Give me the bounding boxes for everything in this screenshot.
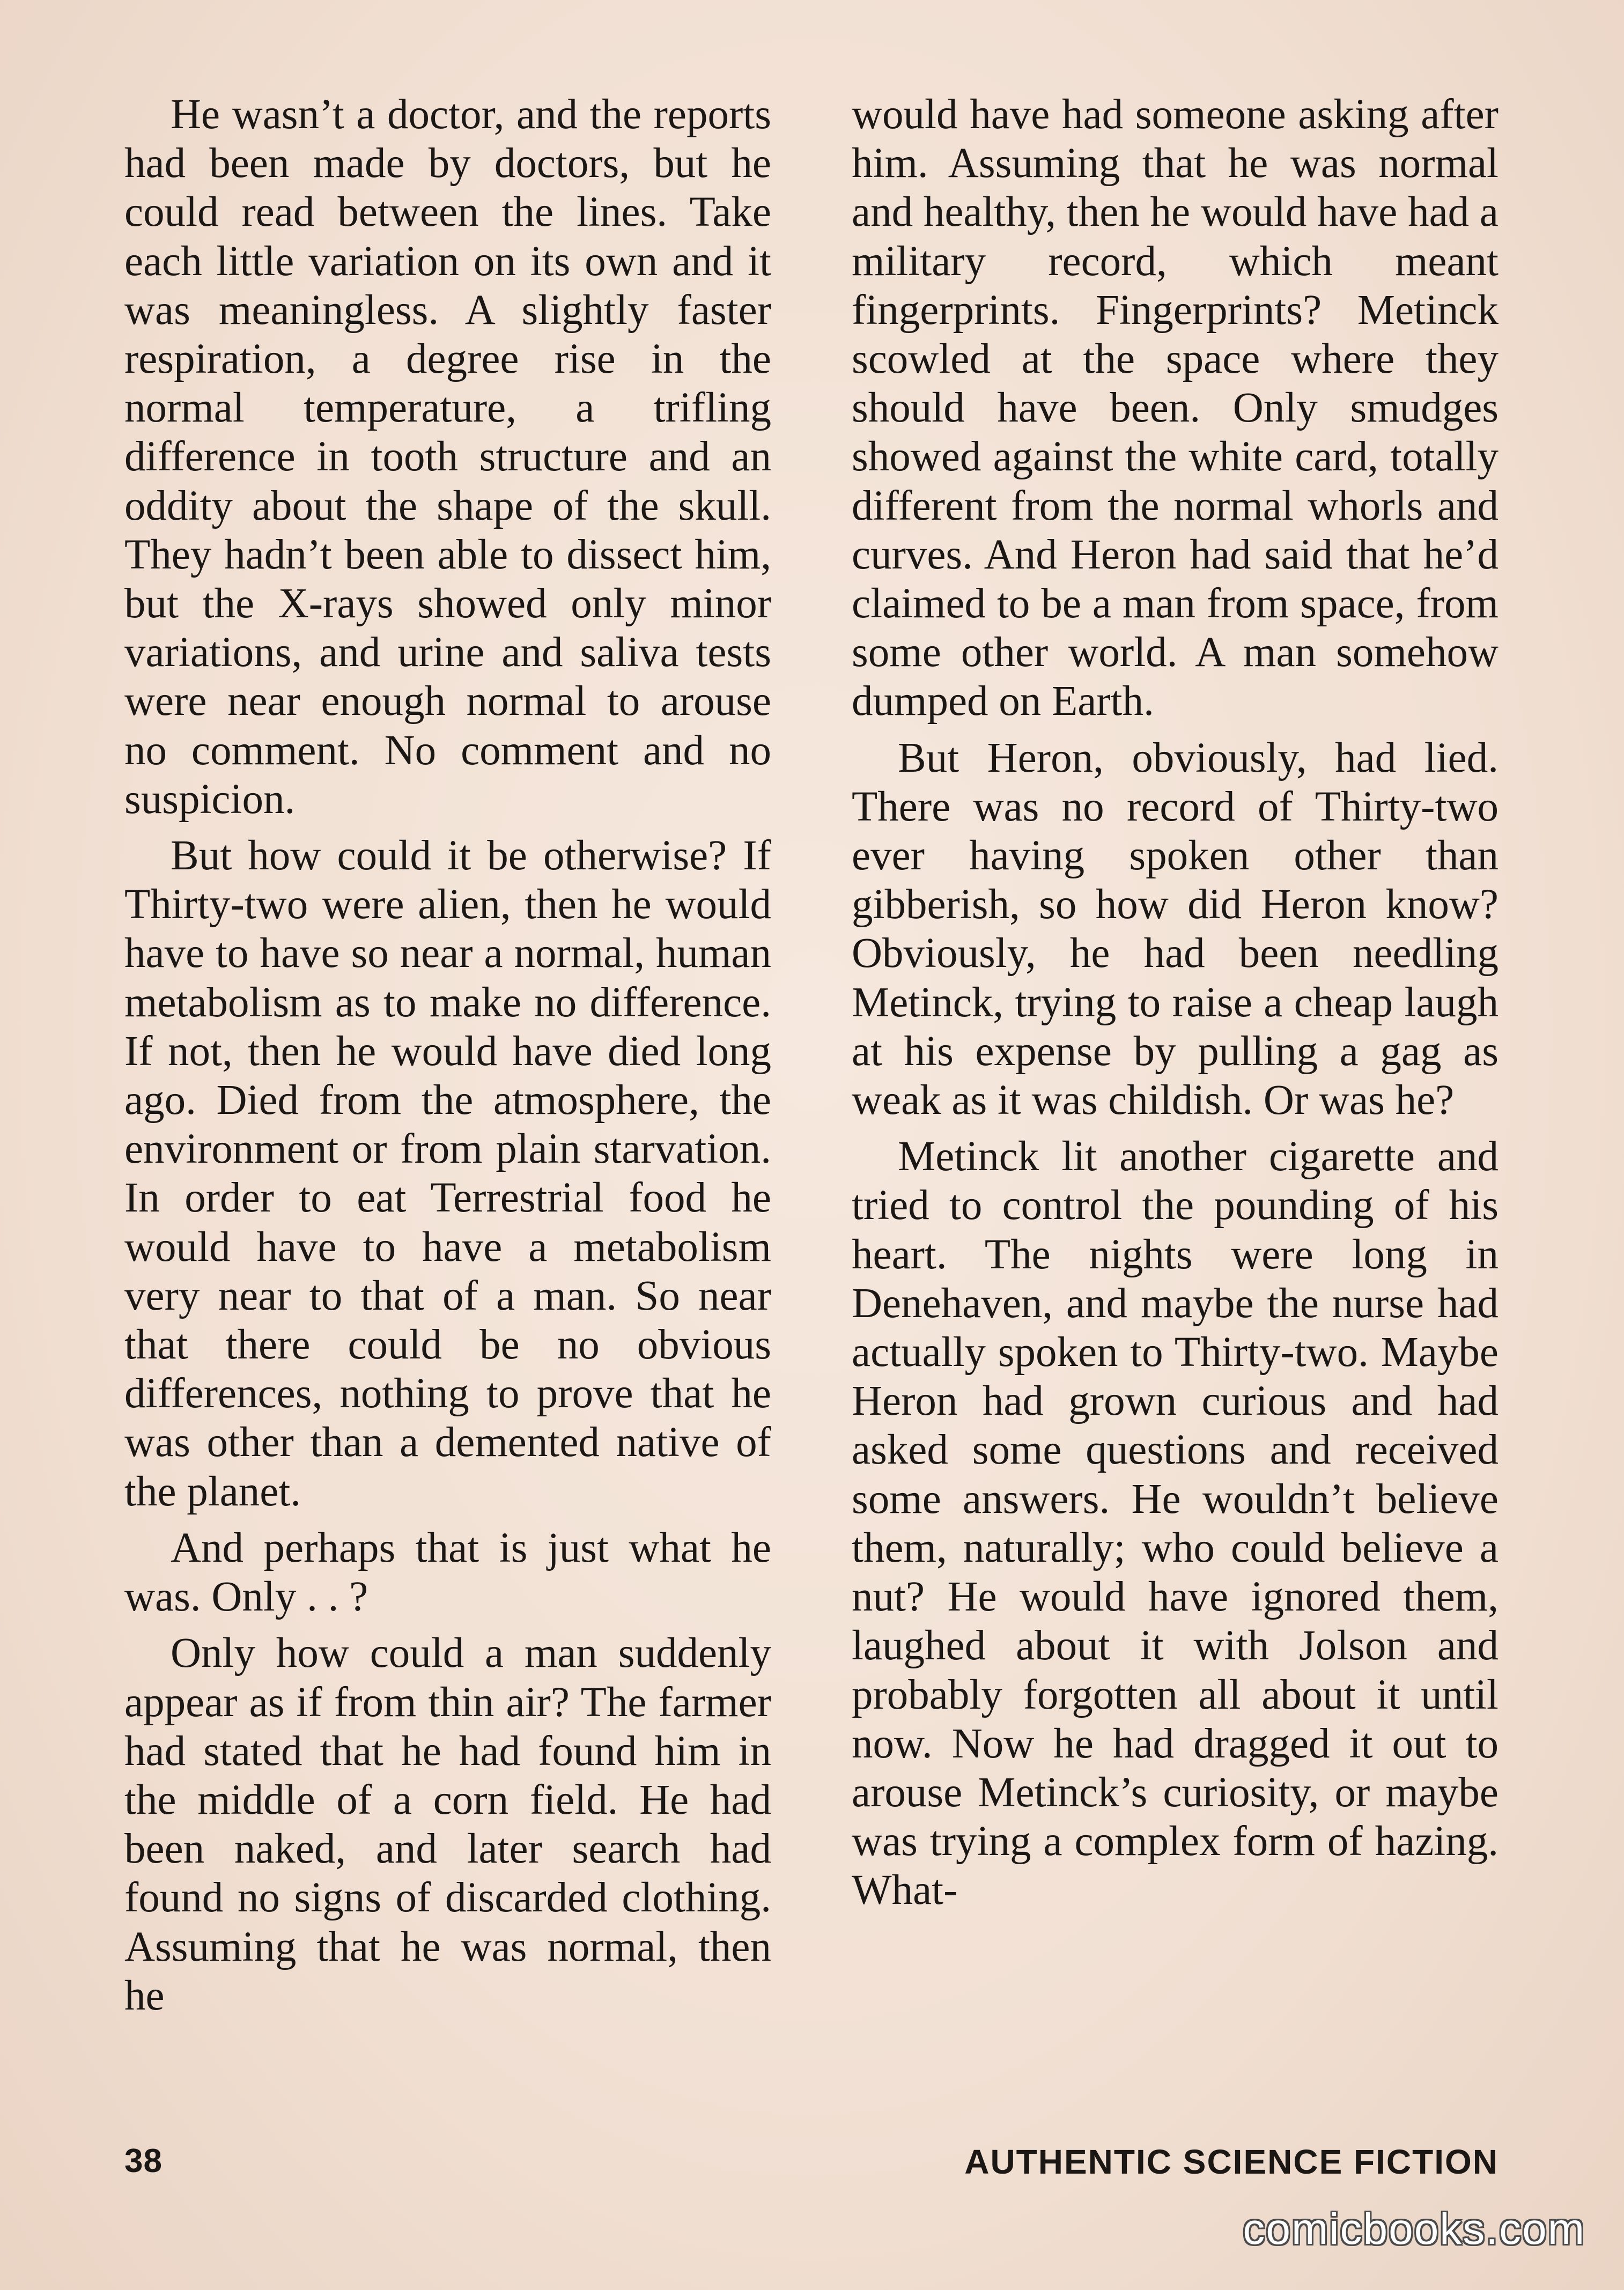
paragraph: Only how could a man suddenly appear as if from thin air? The farmer had stated that he had found him in the middle of a corn field. He had been naked, and later search had found no signs of discarded clothing. Assuming that he was normal, then he — [124, 1630, 771, 2019]
right-text-column — [852, 90, 1498, 1923]
paragraph-continued: would have had someone asking after him. Assuming that he was normal and healthy, then he would have had a military record, which meant fingerprints. Fingerprints? Metinck scowled at the space where they should have been. Only smudges showed against the white card, totally different from the normal whorls and curves. And Heron had said that he’d claimed to be a man from space, from some other world. A man somehow dumped on Earth. — [852, 91, 1498, 725]
magazine-title: AUTHENTIC SCIENCE FICTION — [964, 2143, 1498, 2181]
paragraph: And perhaps that is just what he was. Only . . ? — [124, 1524, 771, 1621]
paragraph: But Heron, obviously, had lied. There was no record of Thirty-two ever having spoken other than gibberish, so how did Heron know? Obviously, he had been needling Metinck, trying to raise a cheap laugh at his expense by pulling a gag as weak as it was childish. Or was he? — [852, 734, 1498, 1124]
paragraph: He wasn’t a doctor, and the reports had been made by doctors, but he could read between the lines. Take each little variation on its own and it was meaningless. A slightly faster respiration, a degree rise in the normal temperature, a trifling difference in tooth structure and an oddity about the shape of the skull. They hadn’t been able to dissect him, but the X-rays showed only minor variations, and urine and saliva tests were near enough normal to arouse no comment. No comment and no suspicion. — [124, 91, 771, 823]
left-text-column — [124, 90, 771, 2028]
page-number: 38 — [124, 2143, 163, 2180]
paragraph: But how could it be otherwise? If Thirty-two were alien, then he would have to have so near a normal, human metabolism as to make no difference. If not, then he would have died long ago. Died from the atmosphere, the environment or from plain starvation. In order to eat Terrestrial food he would have to have a metabolism very near to that of a man. So near that there could be no obvious differences, nothing to prove that he was other than a demented native of the planet. — [124, 832, 771, 1515]
paragraph: Metinck lit another cigarette and tried to control the pounding of his heart. The nights were long in Denehaven, and maybe the nurse had actually spoken to Thirty-two. Maybe Heron had grown curious and had asked some questions and received some answers. He wouldn’t believe them, naturally; who could believe a nut? He would have ignored them, laughed about it with Jolson and probably forgotten all about it until now. Now he had dragged it out to arouse Metinck’s curiosity, or maybe was trying a complex form of hazing. What- — [852, 1133, 1498, 1914]
watermark: comicbooks.com — [1243, 2205, 1585, 2254]
page-footer — [124, 2142, 1498, 2190]
